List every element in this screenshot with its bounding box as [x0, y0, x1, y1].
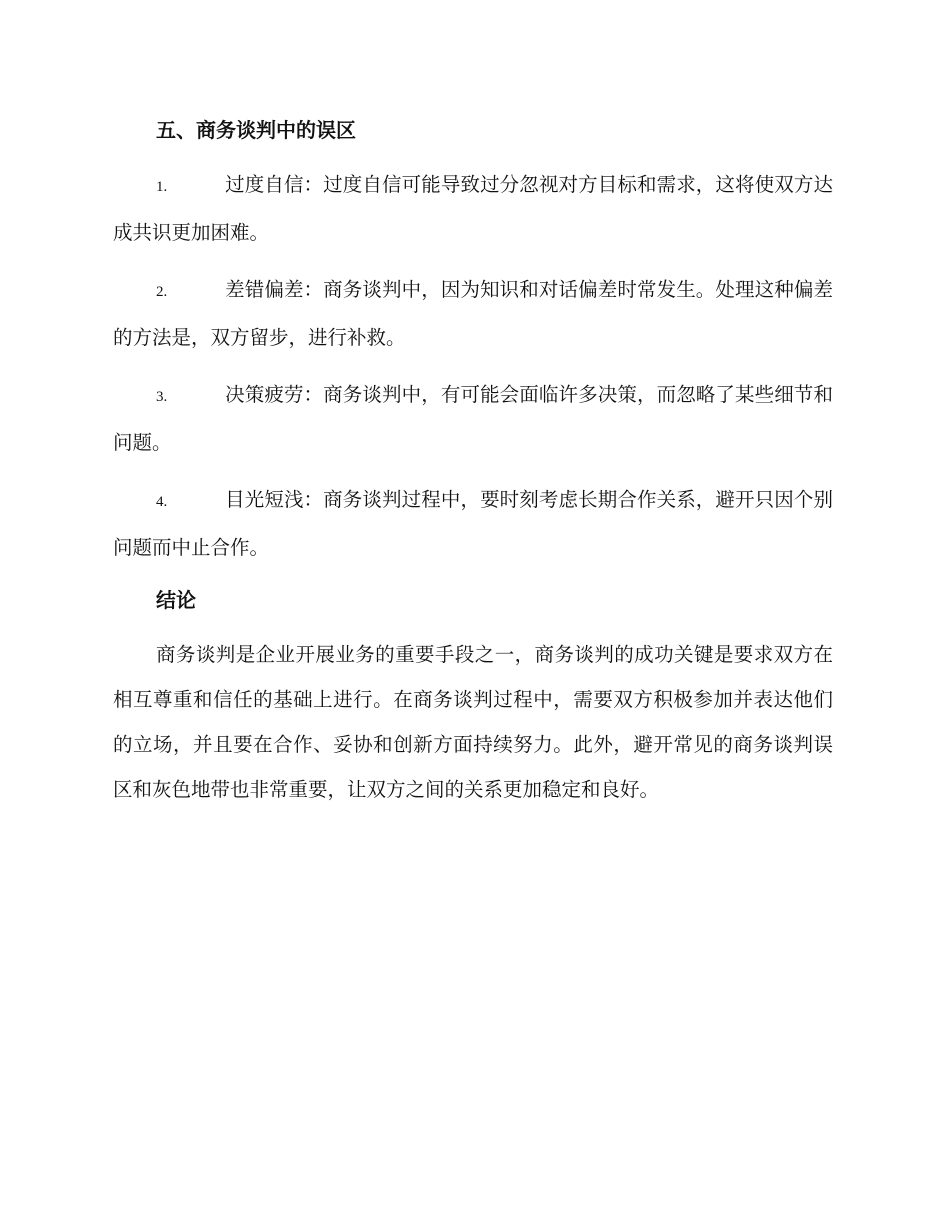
conclusion-paragraph: 商务谈判是企业开展业务的重要手段之一，商务谈判的成功关键是要求双方在相互尊重和信任的基础上进行。在商务谈判过程中，需要双方积极参加并表达他们的立场，并且要在合作、妥协和创新方面持续努力。此外，避开常见的商务谈判误区和灰色地带也非常重要，让双方之间的关系更加稳定和良好。	[113, 643, 833, 801]
list-item-number: 1.	[156, 179, 168, 195]
document-page	[113, 112, 833, 812]
conclusion-heading: 结论	[156, 588, 196, 612]
list-item	[113, 162, 833, 255]
list-item-number: 3.	[156, 389, 168, 405]
list-item	[113, 477, 833, 570]
list-item-number: 2.	[156, 284, 168, 300]
list-item-text: 过度自信：过度自信可能导致过分忽视对方目标和需求，这将使双方达成共识更加困难。	[113, 173, 833, 244]
list-item-text: 决策疲劳：商务谈判中，有可能会面临许多决策，而忽略了某些细节和问题。	[113, 383, 833, 454]
list-item-number: 4.	[156, 494, 168, 510]
list-item-text: 目光短浅：商务谈判过程中，要时刻考虑长期合作关系，避开只因个别问题而中止合作。	[113, 488, 833, 559]
list-item	[113, 267, 833, 360]
section-heading: 五、商务谈判中的误区	[156, 118, 356, 142]
list-item-text: 差错偏差：商务谈判中，因为知识和对话偏差时常发生。处理这种偏差的方法是，双方留步，进行补救。	[113, 278, 833, 349]
list-item	[113, 372, 833, 465]
